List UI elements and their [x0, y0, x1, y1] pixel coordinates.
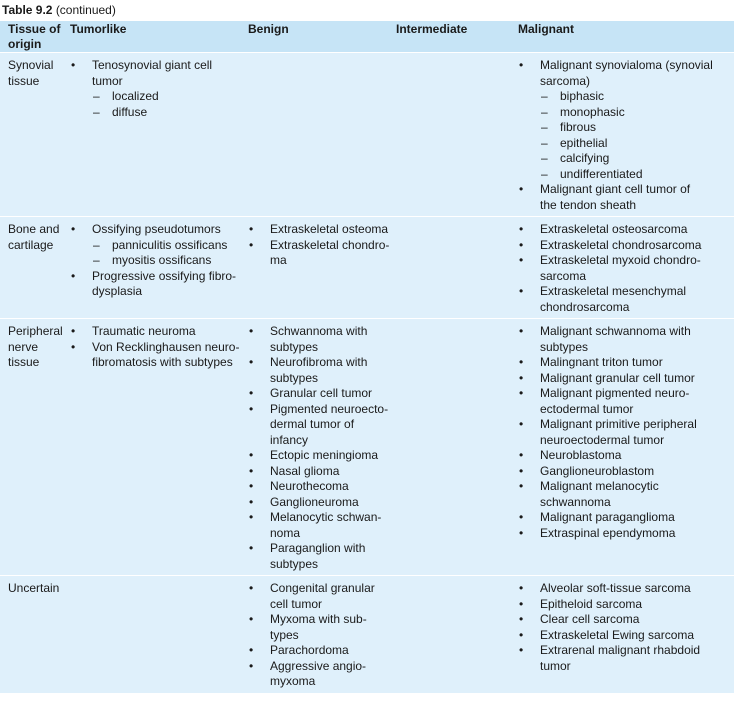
bullet-list: [518, 581, 730, 674]
benign-cell: [240, 217, 388, 319]
tissue-origin-cell: Bone and cartilage: [0, 217, 62, 319]
sub-list: [92, 238, 236, 269]
item-text: Congenital granular cell tumor: [270, 581, 375, 611]
sub-list-item: – localized: [92, 89, 236, 105]
item-text: Neurofibroma with subtypes: [270, 355, 368, 385]
list-item: [518, 371, 730, 387]
header-tissue: Tissue of origin: [0, 21, 62, 53]
sub-list-item: – fibrous: [540, 120, 730, 136]
list-item: [70, 339, 240, 371]
item-text: Ganglioneuroblastom: [540, 463, 655, 478]
list-item: [518, 58, 730, 182]
list-item: [518, 643, 730, 674]
item-text: Malignant melanocytic schwannoma: [540, 479, 659, 509]
intermediate-cell: [388, 319, 510, 576]
list-item: [248, 464, 384, 480]
item-text: Ectopic meningioma: [270, 448, 379, 462]
header-malignant: Malignant: [510, 21, 734, 53]
list-item: [518, 628, 730, 644]
item-text: Extraskeletal chondrosarcoma: [540, 237, 702, 252]
bullet-list: [248, 324, 389, 572]
malignant-cell: [510, 53, 734, 217]
malignant-cell: [510, 319, 734, 576]
list-item: [518, 597, 730, 613]
item-text: Myxoma with sub- types: [270, 612, 367, 642]
bullet-list: [518, 222, 730, 315]
table-caption: [2, 2, 116, 18]
list-item: [518, 612, 730, 628]
item-text: Ganglioneuroma: [270, 494, 359, 509]
caption-label: Table 9.2: [2, 3, 53, 17]
list-item: [518, 222, 730, 238]
sub-list-item: – biphasic: [540, 89, 730, 105]
list-item: [70, 58, 236, 120]
bullet-list: [248, 581, 384, 690]
intermediate-cell: [388, 576, 510, 693]
header-benign: Benign: [240, 21, 388, 53]
item-text: Pigmented neuroecto- dermal tumor of infancy: [270, 401, 389, 447]
table-row: [0, 576, 734, 693]
item-text: Neurothecoma: [270, 479, 349, 493]
item-text: Ossifying pseudotumors: [92, 222, 221, 236]
tumorlike-cell: [62, 319, 240, 576]
item-text: Extraskeletal myxoid chondro- sarcoma: [540, 253, 701, 283]
tumor-classification-table: [0, 21, 734, 693]
list-item: [248, 222, 389, 238]
list-item: [70, 269, 236, 300]
sub-list: [540, 89, 730, 182]
benign-cell: [240, 53, 388, 217]
item-text: Malignant granular cell tumor: [540, 370, 695, 385]
bullet-list: [70, 58, 236, 120]
list-item: [518, 581, 730, 597]
list-item: [248, 479, 384, 495]
item-text: Aggressive angio- myxoma: [270, 658, 367, 688]
list-item: [248, 581, 384, 612]
bullet-list: [248, 222, 390, 269]
item-text: Von Recklinghausen neuro- fibromatosis with subtypes: [92, 339, 240, 369]
bullet-list: [70, 222, 236, 300]
list-item: [248, 386, 384, 402]
list-item: [518, 386, 730, 417]
item-text: Extraspinal ependymoma: [540, 525, 676, 540]
bullet-list: [70, 324, 240, 371]
item-text: Extraskeletal osteoma: [270, 222, 389, 236]
item-text: Malignant giant cell tumor of the tendon sheath: [540, 182, 691, 212]
list-item: [518, 464, 730, 480]
benign-cell: [240, 319, 388, 576]
list-item: [248, 401, 389, 449]
list-item: [248, 612, 384, 643]
sub-list-item: – diffuse: [92, 105, 236, 121]
item-text: Traumatic neuroma: [92, 324, 196, 338]
list-item: [518, 526, 730, 542]
item-text: Malignant schwannoma with subtypes: [540, 324, 691, 354]
item-text: Extraskeletal mesenchymal chondrosarcoma: [540, 284, 687, 314]
header-tumorlike: Tumorlike: [62, 21, 240, 53]
list-item: [248, 659, 384, 690]
sub-list-item: – undifferentiated: [540, 167, 730, 183]
list-item: [248, 643, 384, 659]
item-text: Extraskeletal chondro- ma: [270, 237, 390, 267]
item-text: Parachordoma: [270, 643, 349, 657]
list-item: [70, 324, 236, 340]
item-text: Tenosynovial giant cell tumor: [92, 58, 213, 88]
list-item: [518, 182, 730, 213]
item-text: Paraganglion with subtypes: [270, 541, 366, 571]
tissue-origin-cell: Uncertain: [0, 576, 62, 693]
item-text: Progressive ossifying fibro- dysplasia: [92, 268, 237, 298]
list-item: [248, 324, 384, 355]
list-item: [518, 355, 730, 371]
tumorlike-cell: [62, 576, 240, 693]
list-item: [248, 355, 384, 386]
item-text: Malingnant triton tumor: [540, 355, 663, 369]
table-row: [0, 217, 734, 319]
caption-note: (continued): [55, 3, 116, 17]
list-item: [70, 222, 236, 269]
intermediate-cell: [388, 53, 510, 217]
table-row: [0, 53, 734, 217]
header-intermediate: Intermediate: [388, 21, 510, 53]
item-text: Malignant pigmented neuro- ectodermal tumor: [540, 386, 690, 416]
sub-list-item: – panniculitis ossificans: [92, 238, 236, 254]
header-row: [0, 21, 734, 53]
table-row: [0, 319, 734, 576]
tumorlike-cell: [62, 217, 240, 319]
item-text: Malignant paraganglioma: [540, 510, 675, 524]
sub-list-item: – myositis ossificans: [92, 253, 236, 269]
list-item: [518, 253, 730, 284]
item-text: Epitheloid sarcoma: [540, 596, 643, 611]
list-item: [518, 324, 730, 355]
list-item: [518, 238, 730, 254]
list-item: [248, 495, 384, 511]
list-item: [248, 448, 384, 464]
item-text: Alveolar soft-tissue sarcoma: [540, 581, 691, 595]
intermediate-cell: [388, 217, 510, 319]
item-text: Extraskeletal Ewing sarcoma: [540, 627, 695, 642]
list-item: [248, 541, 384, 572]
tissue-origin-cell: Synovial tissue: [0, 53, 62, 217]
list-item: [248, 510, 384, 541]
item-text: Extrarenal malignant rhabdoid tumor: [540, 643, 701, 673]
item-text: Malignant synovialoma (synovial sarcoma): [540, 58, 713, 88]
bullet-list: [518, 324, 730, 541]
sub-list-item: – calcifying: [540, 151, 730, 167]
item-text: Melanocytic schwan- noma: [270, 510, 382, 540]
sub-list-item: – epithelial: [540, 136, 730, 152]
malignant-cell: [510, 217, 734, 319]
sub-list-item: – monophasic: [540, 105, 730, 121]
item-text: Extraskeletal osteosarcoma: [540, 222, 688, 236]
tumorlike-cell: [62, 53, 240, 217]
bullet-list: [518, 58, 730, 213]
benign-cell: [240, 576, 388, 693]
malignant-cell: [510, 576, 734, 693]
list-item: [248, 237, 390, 269]
tissue-origin-cell: Peripheral nerve tissue: [0, 319, 62, 576]
list-item: [518, 448, 730, 464]
item-text: Granular cell tumor: [270, 386, 373, 400]
list-item: [518, 417, 730, 448]
list-item: [518, 284, 730, 315]
item-text: Schwannoma with subtypes: [270, 324, 368, 354]
item-text: Neuroblastoma: [540, 448, 622, 462]
item-text: Nasal glioma: [270, 463, 340, 478]
list-item: [518, 510, 730, 526]
sub-list: [92, 89, 236, 120]
item-text: Malignant primitive peripheral neuroectodermal tumor: [540, 417, 697, 447]
item-text: Clear cell sarcoma: [540, 612, 640, 626]
list-item: [518, 479, 730, 510]
